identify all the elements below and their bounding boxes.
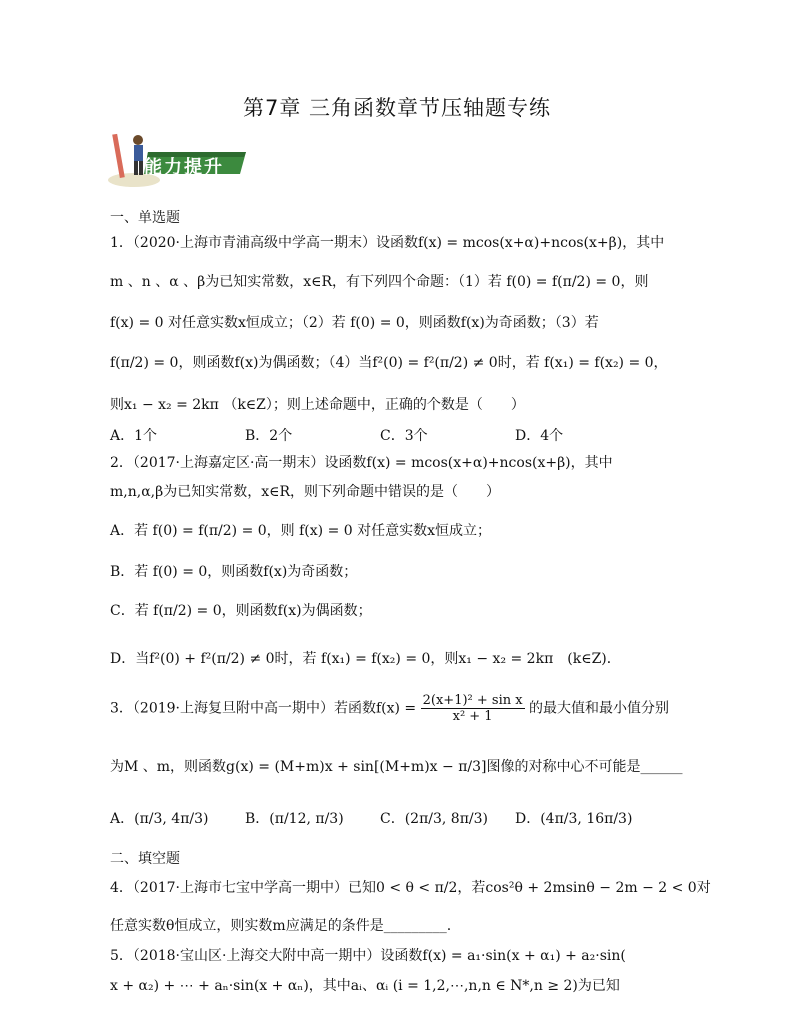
q3-fraction (421, 693, 525, 724)
q1-line5: 则x₁ − x₂ = 2kπ （k∈Z）；则上述命题中，正确的个数是（ ） (110, 397, 525, 413)
q3-option-d: D．(4π/3, 16π/3) (515, 811, 633, 827)
q3-option-c: C．(2π/3, 8π/3) (380, 811, 489, 827)
q1-option-d: D．4个 (515, 428, 564, 444)
q3-fraction-denominator: x² + 1 (452, 709, 493, 724)
q4-line1: 4．（2017·上海市七宝中学高一期中）已知0 < θ < π/2，若cos²θ + 2msinθ − 2m − 2 < 0对 (110, 880, 711, 896)
q2-option-c: C．若 f(π/2) = 0，则函数f(x)为偶函数； (110, 603, 372, 619)
q5-line1: 5．（2018·宝山区·上海交大附中高一期中）设函数f(x) = a₁·sin(x + α₁) + a₂·sin( (110, 948, 626, 964)
section-fill-blank: 二、填空题 (110, 851, 180, 867)
q3-line2: 为M 、m，则函数g(x) = (M+m)x + sin[(M+m)x − π/3]图像的对称中心不可能是______ (110, 759, 683, 775)
q1-line2: m 、n 、α 、β为已知实常数，x∈R，有下列四个命题：（1）若 f(0) = f(π/2) = 0，则 (110, 274, 649, 290)
q1-option-a: A．1个 (110, 428, 158, 444)
q2-option-a: A．若 f(0) = f(π/2) = 0，则 f(x) = 0 对任意实数x恒成立； (110, 523, 492, 539)
q1-option-b: B．2个 (245, 428, 293, 444)
q3-fraction-numerator: 2(x+1)² + sin x (422, 693, 523, 708)
q3-line1-prefix: 3．（2019·上海复旦附中高一期中）若函数f(x) = (110, 700, 417, 717)
banner-label: 能力提升 (144, 157, 224, 178)
q3-option-a: A．(π/3, 4π/3) (110, 811, 209, 827)
q2-line2: m,n,α,β为已知实常数，x∈R，则下列命题中错误的是（ ） (110, 484, 500, 500)
section-single-choice: 一、单选题 (110, 210, 180, 226)
q5-line2: x + α₂) + ⋯ + aₙ·sin(x + αₙ)，其中aᵢ、αᵢ (i = 1,2,⋯,n,n ∈ N*,n ≥ 2)为已知 (110, 978, 620, 994)
q3-line1 (110, 693, 669, 724)
q1-line1: 1．（2020·上海市青浦高级中学高一期末）设函数f(x) = mcos(x+α)+ncos(x+β)，其中 (110, 235, 665, 251)
q1-line3: f(x) = 0 对任意实数x恒成立；（2）若 f(0) = 0，则函数f(x)为奇函数；（3）若 (110, 315, 599, 331)
q1-option-c: C．3个 (380, 428, 428, 444)
q3-line1-suffix: 的最大值和最小值分别 (529, 700, 670, 717)
q4-line2: 任意实数θ恒成立，则实数m应满足的条件是_________. (110, 918, 452, 934)
ability-banner (104, 130, 246, 190)
q3-option-b: B．(π/12, π/3) (245, 811, 344, 827)
q2-option-b: B．若 f(0) = 0，则函数f(x)为奇函数； (110, 564, 358, 580)
q2-line1: 2．（2017·上海嘉定区·高一期末）设函数f(x) = mcos(x+α)+ncos(x+β)，其中 (110, 455, 613, 471)
q2-option-d: D．当f²(0) + f²(π/2) ≠ 0时，若 f(x₁) = f(x₂) = 0，则x₁ − x₂ = 2kπ (k∈Z)． (110, 651, 621, 667)
page-title: 第7章 三角函数章节压轴题专练 (242, 96, 552, 120)
q1-line4: f(π/2) = 0，则函数f(x)为偶函数；（4）当f²(0) = f²(π/2) ≠ 0时，若 f(x₁) = f(x₂) = 0， (110, 355, 668, 371)
